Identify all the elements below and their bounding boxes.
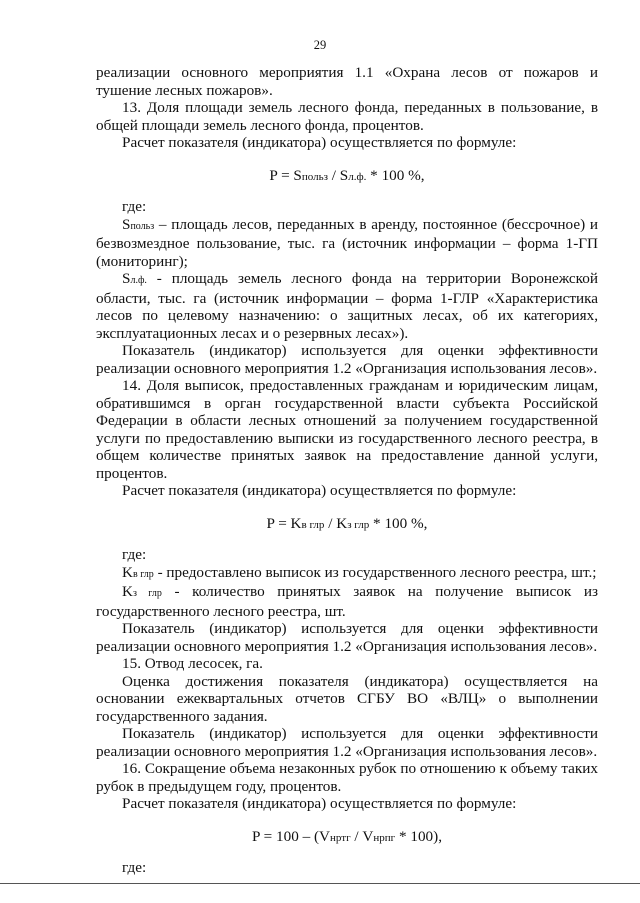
formula-part: / S <box>327 166 349 184</box>
symbol: S <box>122 270 131 287</box>
symbol: S <box>122 215 131 233</box>
formula-subscript: польз <box>301 170 328 183</box>
formula-subscript: л.ф. <box>348 170 367 183</box>
symbol: K <box>122 583 133 600</box>
formula-subscript: нрпг <box>373 831 396 844</box>
formula-part: / K <box>324 514 348 532</box>
indicator-14-title: 14. Доля выписок, предоставленных гражданам и юридическим лицам, обратившимся в орган государственной власти субъекта Российской Федерации в области лесных отношений за получением государственной услуги по предоставлению выписки из государственного лесного реестра, в общем количестве принятых заявок на предоставление данной услуги, процентов. <box>96 377 598 482</box>
definition-text: - площадь земель лесного фонда на территории Воронежской области, тыс. га (источник информации – форма 1-ГЛР «Характеристика лесов по целевому назначению: о защитных лесах, об их категориях, эксплуатационных лесах и о резервных лесах»). <box>96 270 598 342</box>
definition-text: – площадь лесов, переданных в аренду, постоянное (бессрочное) и безвозмездное пользование, тыс. га (источник информации – форма 1-ГП (мониторинг); <box>96 215 598 270</box>
definition-k-v-glr <box>96 564 598 584</box>
formula-part: P = K <box>266 514 302 532</box>
symbol-subscript: польз <box>130 220 155 232</box>
formula-14 <box>96 515 598 535</box>
formula-part: * 100 %, <box>369 514 428 532</box>
formula-subscript: в глр <box>301 518 325 531</box>
formula-subscript: нртг <box>330 831 351 844</box>
formula-part: P = S <box>269 166 302 184</box>
formula-intro: Расчет показателя (индикатора) осуществляется по формуле: <box>122 134 517 151</box>
document-body <box>96 64 598 877</box>
formula-part: P = 100 – (V <box>251 827 331 845</box>
where-label: где: <box>122 859 147 876</box>
definition-text: - количество принятых заявок на получение выписок из государственного лесного реестра, шт. <box>96 583 598 620</box>
formula-intro: Расчет показателя (индикатора) осуществляется по формуле: <box>122 482 517 499</box>
indicator-16-title: 16. Сокращение объема незаконных рубок по отношению к объему таких рубок в предыдущем году, процентов. <box>96 760 598 795</box>
indicator-usage: Показатель (индикатор) используется для оценки эффективности реализации основного мероприятия 1.2 «Организация использования лесов». <box>96 342 598 377</box>
formula-16 <box>96 828 598 848</box>
page-bottom-divider <box>0 883 640 884</box>
definition-s-lf <box>96 270 598 342</box>
formula-intro: Расчет показателя (индикатора) осуществляется по формуле: <box>122 795 517 812</box>
formula-part: / V <box>350 827 374 845</box>
symbol-subscript: л.ф. <box>130 275 147 286</box>
indicator-13-title: 13. Доля площади земель лесного фонда, переданных в пользование, в общей площади земель лесного фонда, процентов. <box>96 99 598 134</box>
formula-part: * 100), <box>395 827 442 845</box>
symbol-subscript: в глр <box>132 568 154 580</box>
indicator-usage: Показатель (индикатор) используется для оценки эффективности реализации основного мероприятия 1.2 «Организация использования лесов». <box>96 725 598 760</box>
formula-subscript: з глр <box>347 518 370 531</box>
formula-13 <box>96 167 598 187</box>
definition-k-z-glr <box>96 583 598 620</box>
definition-s-polz <box>96 216 598 271</box>
page-number: 29 <box>313 38 327 52</box>
definition-text: - предоставлено выписок из государственного лесного реестра, шт.; <box>153 563 597 581</box>
symbol: K <box>122 563 133 581</box>
where-label: где: <box>122 198 147 215</box>
indicator-15-assessment: Оценка достижения показателя (индикатора) осуществляется на основании ежеквартальных отчетов СГБУ ВО «ВЛЦ» о выполнении государственного задания. <box>96 672 598 725</box>
where-label: где: <box>122 546 147 563</box>
formula-part: * 100 %, <box>366 166 425 184</box>
indicator-15-title: 15. Отвод лесосек, га. <box>122 655 263 672</box>
indicator-usage: Показатель (индикатор) используется для оценки эффективности реализации основного мероприятия 1.2 «Организация использования лесов». <box>96 620 598 655</box>
paragraph-intro: реализации основного мероприятия 1.1 «Охрана лесов от пожаров и тушение лесных пожаров». <box>96 64 598 99</box>
symbol-subscript: з глр <box>132 588 162 599</box>
